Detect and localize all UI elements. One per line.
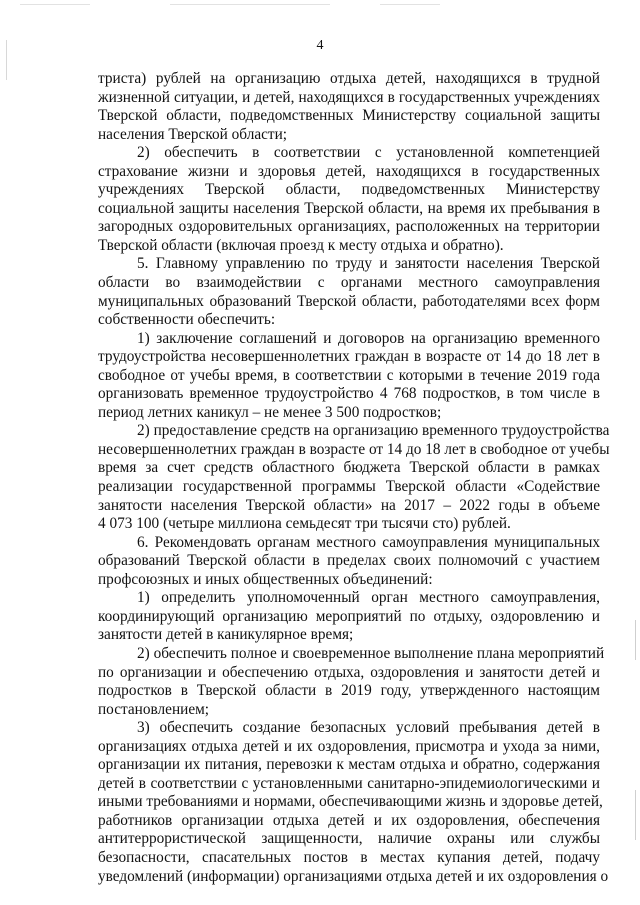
text-line: работников организации отдыха детей и их оздоровления, обеспечения: [98, 811, 600, 829]
text-line: безопасности, спасательных постов в местах купания детей, подачу: [98, 848, 600, 866]
text-line: 2) предоставление средств на организацию временного трудоустройства: [137, 422, 610, 440]
text-line: образований Тверской области в пределах своих полномочий с участием: [98, 552, 600, 570]
text-line: населения Тверской области;: [98, 125, 288, 143]
text-line: области во взаимодействии с органами местного самоуправления: [98, 274, 600, 292]
text-line: организации их питания, перевозки к местам отдыха и обратно, содержания: [98, 756, 600, 774]
text-line: детей в соответствии с установленными санитарно-эпидемиологическими и: [98, 774, 600, 792]
text-line: 2) обеспечить в соответствии с установленной компетенцией: [137, 144, 600, 162]
text-line: подростков в Тверской области в 2019 году, утвержденного настоящим: [98, 682, 600, 700]
text-line: собственности обеспечить:: [98, 311, 276, 329]
text-line: реализации государственной программы Тверской области «Содействие: [98, 478, 600, 496]
text-line: Тверской области (включая проезд к месту отдыха и обратно).: [98, 236, 504, 254]
text-line: свободное от учебы время, в соответствии с которыми в течение 2019 года: [98, 366, 600, 384]
scan-artifact-right-edge: [635, 790, 636, 840]
text-line: трудоустройства несовершеннолетних граждан в возрасте от 14 до 18 лет в: [98, 348, 600, 366]
text-line: 5. Главному управлению по труду и занятости населения Тверской: [137, 255, 600, 273]
text-line: загородных оздоровительных организациях, расположенных на территории: [98, 218, 600, 236]
scan-artifact-top: [170, 4, 330, 5]
text-line: 1) заключение соглашений и договоров на организацию временного: [137, 329, 600, 347]
text-line: иными требованиями и нормами, обеспечивающими жизнь и здоровье детей,: [98, 793, 603, 811]
text-line: по организации и обеспечению отдыха, оздоровления и занятости детей и: [98, 663, 600, 681]
text-line: несовершеннолетних граждан в возрасте от 14 до 18 лет в свободное от учебы: [98, 440, 610, 458]
text-line: триста) рублей на организацию отдыха детей, находящихся в трудной: [98, 70, 600, 87]
text-line: занятости детей в каникулярное время;: [98, 626, 354, 644]
text-line: организациях отдыха детей и их оздоровления, присмотра и ухода за ними,: [98, 737, 600, 755]
text-line: учреждениях Тверской области, подведомственных Министерству: [98, 181, 600, 199]
text-line: постановлением;: [98, 700, 210, 718]
document-body: [98, 70, 610, 886]
text-line: страхование жизни и здоровья детей, находящихся в государственных: [98, 162, 600, 180]
text-line: занятости населения Тверской области» на 2017 – 2022 годы в объеме: [98, 496, 600, 514]
text-line: период летних каникул – не менее 3 500 подростков;: [98, 403, 442, 421]
text-line: 3) обеспечить создание безопасных условий пребывания детей в: [137, 719, 600, 737]
text-line: 4 073 100 (четыре миллиона семьдесят три тысячи сто) рублей.: [98, 515, 511, 533]
text-line: социальной защиты населения Тверской области, на время их пребывания в: [98, 199, 600, 217]
text-line: уведомлений (информации) организациями отдыха детей и их оздоровления о: [98, 867, 609, 885]
text-line: жизненной ситуации, и детей, находящихся в государственных учреждениях: [98, 88, 600, 106]
page-number: 4: [316, 38, 324, 53]
text-line: муниципальных образований Тверской области, работодателями всех форм: [98, 292, 600, 310]
text-line: Тверской области, подведомственных Министерству социальной защиты: [98, 107, 600, 125]
text-line: антитеррористической защищенности, наличие охраны или службы: [98, 830, 600, 848]
scan-artifact-top: [20, 4, 90, 5]
scan-artifact-right-edge: [635, 620, 636, 660]
text-line: 2) обеспечить полное и своевременное выполнение плана мероприятий: [137, 644, 605, 662]
text-line: 1) определить уполномоченный орган местного самоуправления,: [137, 589, 600, 607]
text-line: организовать временное трудоустройство 4 768 подростков, в том числе в: [98, 385, 600, 403]
text-line: координирующий организацию мероприятий по отдыху, оздоровлению и: [98, 607, 600, 625]
text-line: 6. Рекомендовать органам местного самоуправления муниципальных: [137, 533, 600, 551]
text-line: профсоюзных и иных общественных объединений:: [98, 570, 433, 588]
scan-artifact-top: [380, 4, 440, 5]
text-line: время за счет средств областного бюджета Тверской области в рамках: [98, 459, 600, 477]
